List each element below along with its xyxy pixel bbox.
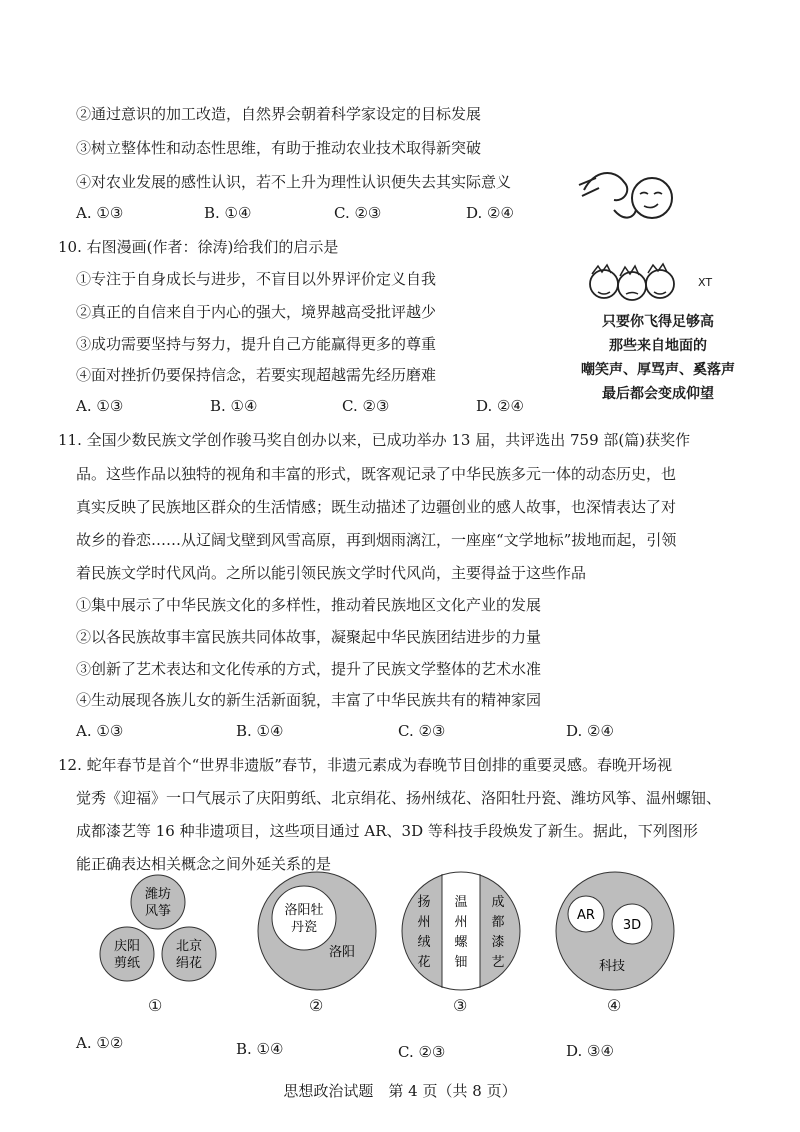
caption-line: 嘲笑声、厚骂声、奚落声 (581, 362, 735, 378)
d3-col3-2: 都 (491, 915, 505, 930)
q10-option-c: C. ②③ (342, 397, 390, 415)
d4-3d: 3D (622, 918, 642, 933)
q12-diagram-2 (256, 870, 378, 992)
d3-col2-2: 州 (454, 915, 468, 930)
caption-line: 那些来自地面的 (609, 338, 707, 354)
q9-item-3: ③树立整体性和动态性思维，有助于推动农业技术取得新突破 (76, 139, 482, 157)
d3-col1-3: 绒 (417, 935, 431, 950)
q12-option-a: A. ①② (76, 1034, 124, 1052)
d1-left-line-1: 庆阳 (113, 939, 141, 954)
q10-cartoon-faces (582, 258, 712, 314)
q11-item-2: ②以各民族故事丰富民族共同体故事，凝聚起中华民族团结进步的力量 (76, 628, 542, 646)
q11-stem-line-4: 故乡的眷恋……从辽阔戈壁到风雪高原，再到烟雨漓江，一座座“文学地标”拔地而起，引领 (76, 531, 677, 549)
q11-option-d: D. ②④ (566, 722, 614, 740)
q12-diagram-4-label: ④ (607, 996, 622, 1015)
q10-item-1: ①专注于自身成长与进步，不盲目以外界评价定义自我 (76, 270, 437, 288)
q12-stem-line-4: 能正确表达相关概念之间外延关系的是 (76, 855, 332, 873)
q10-item-2: ②真正的自信来自于内心的强大，境界越高受批评越少 (76, 303, 437, 321)
q11-stem-line-2: 品。这些作品以独特的视角和丰富的形式，既客观记录了中华民族多元一体的动态历史，也 (76, 465, 677, 483)
q12-stem-line-3: 成都漆艺等 16 种非遗项目，这些项目通过 AR、3D 等科技手段焕发了新生。据此，下列图形 (76, 822, 698, 840)
q10-option-b: B. ①④ (210, 397, 258, 415)
q12-diagram-2-label: ② (309, 996, 324, 1015)
d3-col1-2: 州 (417, 915, 431, 930)
q11-option-b: B. ①④ (236, 722, 284, 740)
d3-col3-1: 成 (491, 895, 505, 910)
q12-diagram-3-label: ③ (453, 996, 468, 1015)
q9-option-d: D. ②④ (466, 204, 514, 222)
q11-item-4: ④生动展现各族儿女的新生活新面貌，丰富了中华民族共有的精神家园 (76, 691, 542, 709)
d3-col1-4: 花 (417, 955, 431, 970)
q9-option-b: B. ①④ (204, 204, 252, 222)
q12-diagram-1 (92, 872, 222, 992)
d4-outer-label: 科技 (598, 959, 626, 974)
q9-cartoon-image (574, 160, 684, 230)
d1-right-line-1: 北京 (175, 939, 203, 954)
d3-col3-4: 艺 (491, 955, 505, 970)
q12-diagram-1-label: ① (148, 996, 163, 1015)
q12-diagram-4 (554, 870, 676, 992)
caption-line: 最后都会变成仰望 (602, 386, 714, 402)
q12-stem-line-1: 12. 蛇年春节是首个“世界非遗版”春节，非遗元素成为春晚节目创排的重要灵感。春晚开场视 (58, 756, 672, 774)
q9-option-a: A. ①③ (76, 204, 124, 222)
q12-stem-line-2: 觉秀《迎福》一口气展示了庆阳剪纸、北京绢花、扬州绒花、洛阳牡丹瓷、潍坊风筝、温州螺钿、 (76, 789, 722, 807)
d1-top-line-2: 风筝 (144, 904, 172, 919)
page-footer: 思想政治试题 第 4 页（共 8 页） (283, 1082, 517, 1100)
q10-option-a: A. ①③ (76, 397, 124, 415)
q11-option-a: A. ①③ (76, 722, 124, 740)
q11-stem-line-5: 着民族文学时代风尚。之所以能引领民族文学时代风尚，主要得益于这些作品 (76, 564, 587, 582)
d1-left-line-2: 剪纸 (113, 956, 141, 971)
q11-stem-line-3: 真实反映了民族地区群众的生活情感；既生动描述了边疆创业的感人故事，也深情表达了对 (76, 498, 677, 516)
d1-right-line-2: 绢花 (175, 956, 203, 971)
q11-item-3: ③创新了艺术表达和文化传承的方式，提升了民族文学整体的艺术水准 (76, 660, 542, 678)
d1-top-line-1: 潍坊 (144, 887, 172, 902)
d2-inner-line-1: 洛阳牡 (284, 903, 324, 918)
q10-item-3: ③成功需要坚持与努力，提升自己方能赢得更多的尊重 (76, 335, 437, 353)
d2-inner-line-2: 丹瓷 (290, 920, 318, 935)
q12-diagram-3 (400, 870, 522, 992)
d3-col2-1: 温 (454, 895, 468, 910)
d3-col1-1: 扬 (417, 895, 431, 910)
q9-item-2: ②通过意识的加工改造，自然界会朝着科学家设定的目标发展 (76, 105, 482, 123)
d3-col3-3: 漆 (491, 935, 505, 950)
q10-cartoon-caption (558, 310, 758, 406)
q10-option-d: D. ②④ (476, 397, 524, 415)
q11-stem-line-1: 11. 全国少数民族文学创作骏马奖自创办以来，已成功举办 13 届，共评选出 759 部(篇)获奖作 (58, 431, 691, 449)
caption-line: 只要你飞得足够高 (602, 314, 714, 330)
q11-option-c: C. ②③ (398, 722, 446, 740)
q12-option-c: C. ②③ (398, 1043, 446, 1061)
q9-option-c: C. ②③ (334, 204, 382, 222)
q12-option-d: D. ③④ (566, 1042, 614, 1060)
q10-item-4: ④面对挫折仍要保持信念，若要实现超越需先经历磨难 (76, 366, 437, 384)
d2-outer-label: 洛阳 (328, 945, 356, 960)
q12-option-b: B. ①④ (236, 1040, 284, 1058)
d3-col2-4: 钿 (454, 955, 468, 970)
d3-col2-3: 螺 (454, 935, 468, 950)
q9-item-4: ④对农业发展的感性认识，若不上升为理性认识便失去其实际意义 (76, 173, 512, 191)
q11-item-1: ①集中展示了中华民族文化的多样性，推动着民族地区文化产业的发展 (76, 596, 542, 614)
q10-stem: 10. 右图漫画(作者：徐涛)给我们的启示是 (58, 238, 339, 256)
q10-cartoon-signature: XT (698, 276, 713, 289)
d4-ar: AR (577, 908, 595, 923)
